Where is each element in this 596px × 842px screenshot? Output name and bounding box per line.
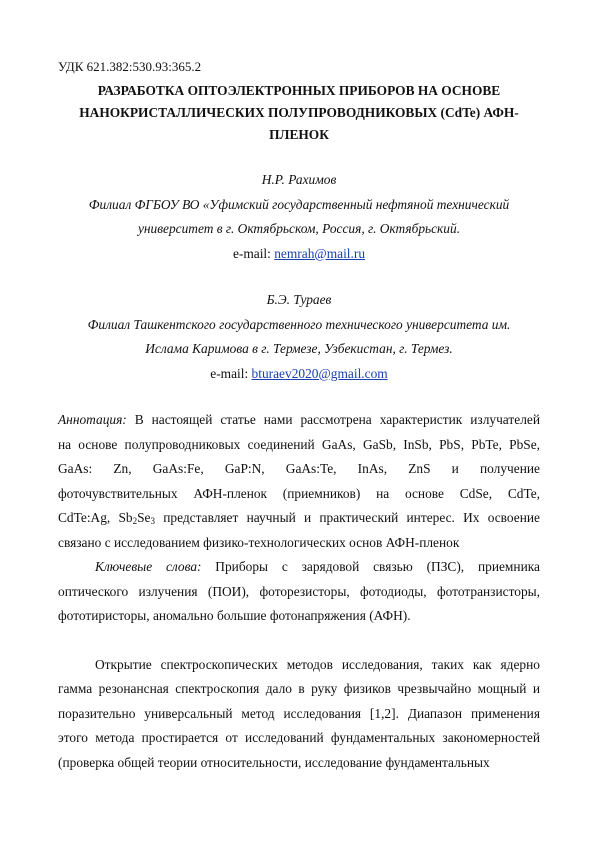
author-block-1: [58, 168, 540, 266]
author-email-line: [58, 242, 540, 267]
paper-title: [58, 80, 540, 146]
abstract: [58, 408, 540, 555]
author-affiliation: университет в г. Октябрьском, Россия, г. Октябрьский.: [137, 221, 461, 236]
abstract-label: Аннотация:: [58, 412, 127, 427]
keywords-label: Ключевые слова:: [95, 559, 202, 574]
author-affiliation: Филиал Ташкентского государственного технического университета им.: [87, 316, 511, 332]
email-link[interactable]: nemrah@mail.ru: [274, 245, 366, 261]
abstract-line: GaAs: Zn, GaAs:Fe, GaP:N, GaAs:Te, InAs, ZnS и получение: [58, 461, 540, 476]
paper-page: [58, 58, 540, 775]
abstract-line: связано с исследованием физико-технологических основ АФН-пленок: [58, 534, 460, 550]
email-label: e-mail:: [232, 245, 275, 261]
body-paragraph: Открытие спектроскопических методов исследования, таких как ядерно гамма резонансная спектроскопия дало в руку физиков чрезвычайно мощный и поразительно универсальный метод исследования [1,2]. Диапазон применения этого метода простирается от исследований фундаментальных закономерностей (проверка общей теории относительности, исследование фундаментальных: [58, 656, 540, 770]
abstract-line: Аннотация: В настоящей статье нами рассмотрена характеристик излучателей: [58, 412, 540, 427]
title-line: НАНОКРИСТАЛЛИЧЕСКИХ ПОЛУПРОВОДНИКОВЫХ (CdTe) АФН-: [79, 105, 519, 120]
author-name: Б.Э. Тураев: [266, 292, 332, 307]
author-email-line: [58, 362, 540, 387]
author-affiliation: Ислама Каримова в г. Термезе, Узбекистан, г. Термез.: [145, 341, 453, 356]
email-link[interactable]: bturaev2020@gmail.com: [251, 365, 388, 381]
title-line: ПЛЕНОК: [269, 127, 329, 142]
author-block-2: [58, 288, 540, 386]
udk-code: УДК 621.382:530.93:365.2: [58, 59, 202, 74]
keywords-text: Приборы с зарядовой связью (ПЗС), приемника оптического излучения (ПОИ), фоторезисторы, фотодиоды, фототранзисторы, фототиристоры, аномально большие фотонапряжения (АФН).: [58, 559, 540, 623]
abstract-line: CdTe:Ag, $Sb_2Se_3$ представляет научный и практический интерес. Их освоение: [58, 510, 540, 526]
title-line: РАЗРАБОТКА ОПТОЭЛЕКТРОННЫХ ПРИБОРОВ НА ОСНОВЕ: [97, 83, 501, 98]
email-label: e-mail:: [210, 365, 252, 381]
author-affiliation: Филиал ФГБОУ ВО «Уфимский государственный нефтяной технический: [88, 196, 510, 212]
author-name: Н.Р. Рахимов: [261, 172, 337, 187]
abstract-line: фоточувствительных АФН-пленок (приемников) на основе CdSe, CdTe,: [58, 485, 540, 501]
abstract-line: на основе полупроводниковых соединений GaAs, GaSb, InSb, PbS, PbTe, PbSe,: [58, 436, 540, 452]
keywords: [58, 555, 540, 629]
